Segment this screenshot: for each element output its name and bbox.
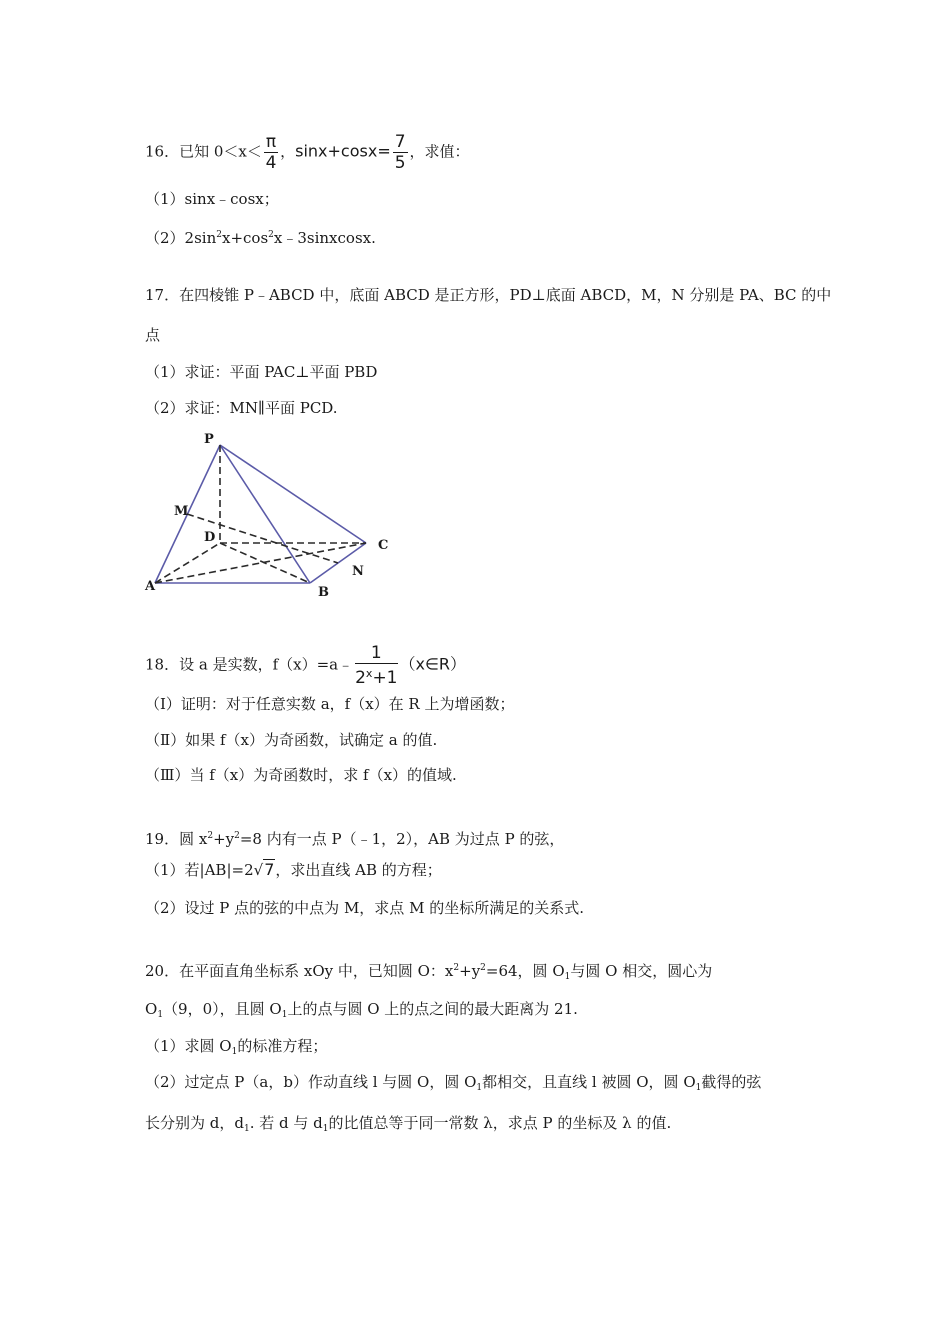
- sub: 1: [281, 1010, 288, 1020]
- q16-comma: ，: [280, 142, 296, 161]
- t: x+cos: [221, 229, 269, 247]
- t: （1）若|AB|=2: [145, 861, 254, 879]
- q19-part1: [145, 860, 442, 880]
- sup: 2: [207, 831, 214, 841]
- sub: 1: [322, 1124, 329, 1134]
- sub: 1: [243, 1124, 250, 1134]
- sub: 1: [157, 1010, 164, 1020]
- q17-part2: （2）求证：MN∥平面 PCD.: [145, 399, 338, 417]
- q20-stem-line1: [145, 958, 712, 987]
- t: ，求出直线 AB 的方程；: [275, 861, 442, 879]
- q17-stem-line1: 17．在四棱锥 P﹣ABCD 中，底面 ABCD 是正方形，PD⊥底面 ABCD，M，N 分别是 PA、BC 的中: [145, 286, 832, 304]
- sup: 2: [216, 230, 222, 240]
- frac-den: 4: [265, 153, 277, 173]
- label-M: M: [174, 504, 189, 519]
- fraction-7-over-5: [393, 132, 408, 173]
- q18-stem: [145, 643, 466, 688]
- label-P: P: [204, 432, 214, 447]
- q18-domain: （x∈R）: [399, 654, 467, 674]
- t: 与圆 O 相交，圆心为: [570, 962, 713, 980]
- t: +y: [459, 962, 481, 980]
- frac-num: 1: [355, 643, 397, 664]
- t: . 若 d 与 d: [249, 1114, 323, 1132]
- sub: 1: [231, 1047, 238, 1057]
- sup: 2: [234, 831, 240, 841]
- sub: 1: [476, 1083, 483, 1093]
- fraction-1-over-2x-plus-1: [355, 643, 397, 688]
- q20-part2: [145, 1072, 761, 1098]
- q20-part1: [145, 1036, 327, 1062]
- frac-den: 5: [394, 153, 406, 173]
- t: 长分别为 d，d: [145, 1114, 244, 1132]
- q18-prefix: 18．设 a 是实数，f（x）=a﹣: [145, 655, 354, 674]
- q20-part2-line2: [145, 1113, 671, 1139]
- sup: 2: [268, 230, 274, 240]
- t: （9，0），且圆 O: [163, 1000, 282, 1018]
- fraction-pi-over-4: [264, 132, 278, 173]
- t: （2）过定点 P（a，b）作动直线 l 与圆 O，圆 O: [145, 1073, 477, 1091]
- q18-part2: （Ⅱ）如果 f（x）为奇函数，试确定 a 的值.: [145, 731, 438, 749]
- label-D: D: [204, 530, 216, 545]
- t: 截得的弦: [701, 1073, 762, 1091]
- sup: x: [365, 667, 373, 680]
- label-C: C: [378, 538, 389, 553]
- q19-part2: （2）设过 P 点的弦的中点为 M，求点 M 的坐标所满足的关系式.: [145, 899, 584, 917]
- t: =8 内有一点 P（﹣1，2），AB 为过点 P 的弦，: [239, 830, 565, 848]
- label-A: A: [145, 579, 156, 594]
- frac-den: [355, 664, 397, 688]
- sqrt-sign: √: [253, 861, 264, 879]
- t: +y: [213, 830, 235, 848]
- sub: 1: [695, 1083, 702, 1093]
- radicand: 7: [264, 860, 275, 879]
- t: （2）2sin: [145, 229, 217, 247]
- edge-PC: [220, 445, 366, 543]
- t: 2: [355, 668, 366, 688]
- t: 20．在平面直角坐标系 xOy 中，已知圆 O：x: [145, 962, 454, 980]
- sub: 1: [564, 972, 571, 982]
- t: 19．圆 x: [145, 830, 208, 848]
- q19-stem: [145, 826, 564, 849]
- t: 的比值总等于同一常数 λ，求点 P 的坐标及 λ 的值.: [328, 1114, 672, 1132]
- q16-part2: [145, 225, 376, 248]
- t: +1: [372, 668, 398, 688]
- q17-part1: （1）求证：平面 PAC⊥平面 PBD: [145, 363, 378, 381]
- t: 上的点与圆 O 上的点之间的最大距离为 21.: [287, 1000, 578, 1018]
- pyramid-figure: [140, 425, 400, 605]
- t: （1）求圆 O: [145, 1037, 232, 1055]
- t: O: [145, 1000, 158, 1018]
- frac-num: 7: [394, 132, 406, 152]
- label-B: B: [318, 585, 329, 600]
- sup: 2: [453, 963, 460, 973]
- label-N: N: [352, 564, 364, 579]
- q16-suffix: ，求值：: [409, 142, 470, 161]
- t: x﹣3sinxcosx.: [273, 229, 376, 247]
- t: =64，圆 O: [485, 962, 565, 980]
- q20-stem-line2: [145, 999, 578, 1025]
- q18-part1: （Ⅰ）证明：对于任意实数 a，f（x）在 R 上为增函数；: [145, 695, 515, 713]
- t: 的标准方程；: [237, 1037, 328, 1055]
- q16-part1: （1）sinx﹣cosx；: [145, 190, 279, 208]
- q17-stem-line2: 点: [145, 326, 161, 344]
- q16-prefix: 16．已知 0＜x＜: [145, 142, 262, 161]
- q18-part3: （Ⅲ）当 f（x）为奇函数时，求 f（x）的值域.: [145, 766, 457, 784]
- t: 都相交，且直线 l 被圆 O，圆 O: [482, 1073, 696, 1091]
- frac-num: π: [265, 132, 277, 152]
- q16-equation: sinx+cosx=: [295, 141, 391, 161]
- q16-stem: [145, 132, 470, 173]
- sup: 2: [480, 963, 486, 973]
